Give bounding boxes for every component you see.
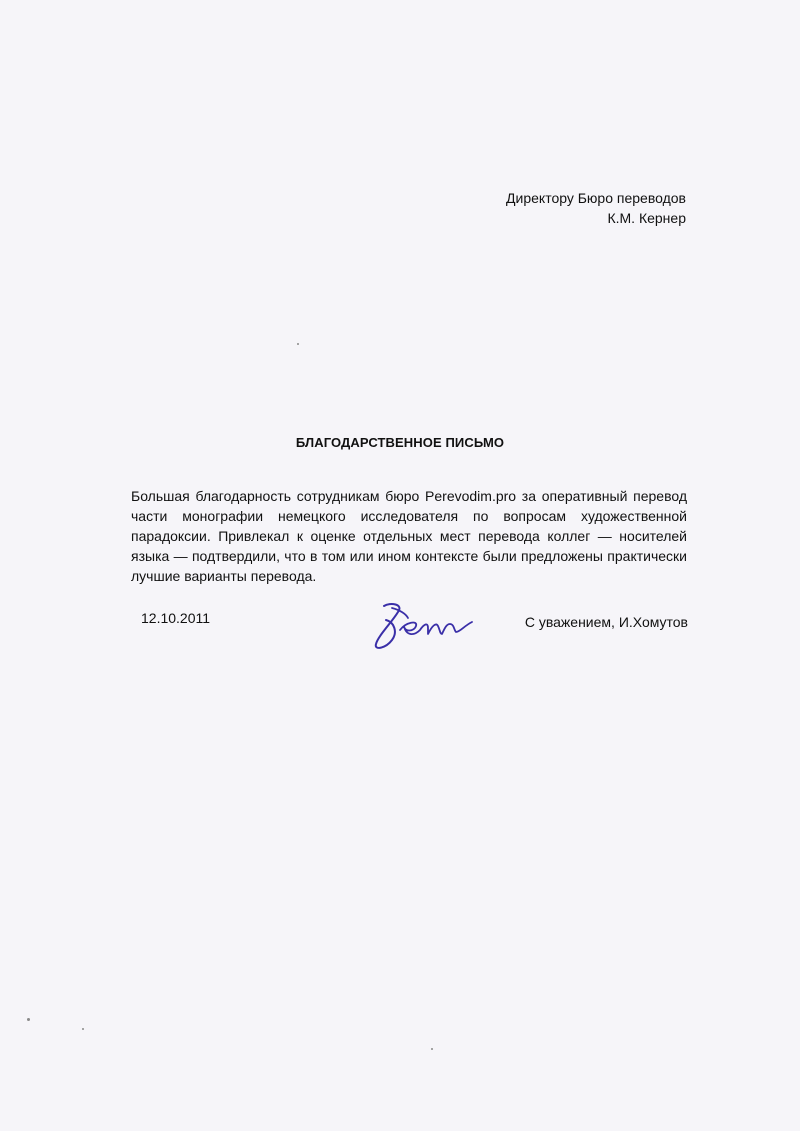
addressee-block xyxy=(506,188,686,228)
letter-body: Большая благодарность сотрудникам бюро Perevodim.pro за оперативный перевод части монографии немецкого исследователя по вопросам художественной парадоксии. Привлекал к оценке отдельных мест перевода коллег — носителей языка — подтвердили, что в том или ином контексте были предложены практически лучшие варианты перевода. xyxy=(131,488,687,584)
paper-speck xyxy=(297,343,299,345)
letter-title: БЛАГОДАРСТВЕННОЕ ПИСЬМО xyxy=(295,435,505,450)
paper-speck xyxy=(431,1048,433,1050)
paper-speck xyxy=(27,1018,30,1021)
addressee-position: Директору Бюро переводов xyxy=(506,190,686,206)
signature-stroke xyxy=(376,604,400,648)
signature-icon xyxy=(370,596,480,656)
paper-speck xyxy=(82,1028,84,1030)
signature-stroke xyxy=(400,622,472,634)
addressee-name: К.М. Кернер xyxy=(607,210,686,226)
letter-date: 12.10.2011 xyxy=(141,610,211,626)
closing-signoff: С уважением, И.Хомутов xyxy=(524,614,688,630)
